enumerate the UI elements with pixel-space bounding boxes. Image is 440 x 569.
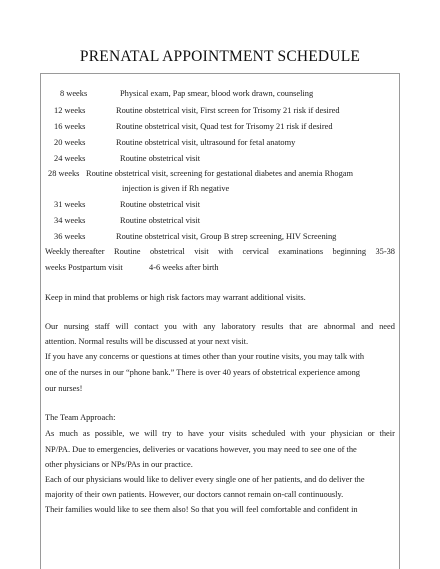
nursing-paragraph-line: If you have any concerns or questions at times other than your routine visits, you may talk with: [45, 352, 365, 361]
nursing-paragraph-line: our nurses!: [45, 384, 83, 393]
week-label: 20 weeks: [54, 138, 86, 147]
team-paragraph-line: Their families would like to see them also! So that you will feel comfortable and confident in: [45, 505, 358, 514]
nursing-paragraph-line: one of the nurses in our “phone bank.” There is over 40 years of obstetrical experience among: [45, 368, 360, 377]
page-title: PRENATAL APPOINTMENT SCHEDULE: [79, 48, 361, 65]
weekly-thereafter-line: Weekly thereafter Routine obstetrical visit with cervical examinations beginning 35-38: [45, 247, 395, 256]
team-paragraph-line: NP/PA. Due to emergencies, deliveries or vacations however, you may need to see one of the: [45, 445, 357, 454]
keep-in-mind-note: Keep in mind that problems or high risk factors may warrant additional visits.: [45, 293, 306, 302]
postpartum-label: weeks Postpartum visit: [45, 263, 123, 272]
week-desc: Routine obstetrical visit, Quad test for Trisomy 21 risk if desired: [116, 122, 333, 131]
week-desc: Routine obstetrical visit: [120, 216, 201, 225]
week-label: 31 weeks: [54, 200, 86, 209]
week-label: 24 weeks: [54, 154, 86, 163]
team-paragraph-line: other physicians or NPs/PAs in our practice.: [45, 460, 193, 469]
week-desc: Routine obstetrical visit, screening for gestational diabetes and anemia Rhogam: [86, 169, 353, 178]
week-desc: Routine obstetrical visit, First screen for Trisomy 21 risk if desired: [116, 106, 340, 115]
team-paragraph-line: majority of their own patients. However, our doctors cannot remain on-call continuously.: [45, 490, 344, 499]
week-desc: Physical exam, Pap smear, blood work drawn, counseling: [120, 89, 314, 98]
team-paragraph-line: As much as possible, we will try to have your visits scheduled with your physician or their: [45, 429, 395, 438]
week-desc: Routine obstetrical visit, Group B strep screening, HIV Screening: [116, 232, 337, 241]
nursing-paragraph-line: Our nursing staff will contact you with any laboratory results that are abnormal and need: [45, 322, 395, 331]
week-label: 36 weeks: [54, 232, 86, 241]
postpartum-desc: 4-6 weeks after birth: [149, 263, 219, 272]
week-label: 16 weeks: [54, 122, 86, 131]
team-approach-heading: The Team Approach:: [45, 413, 116, 422]
week-desc: Routine obstetrical visit: [120, 154, 201, 163]
week-desc: Routine obstetrical visit: [120, 200, 201, 209]
week-label: 28 weeks: [48, 169, 80, 178]
week-label: 8 weeks: [60, 89, 88, 98]
week-label: 12 weeks: [54, 106, 86, 115]
week-desc: Routine obstetrical visit, ultrasound for fetal anatomy: [116, 138, 296, 147]
team-paragraph-line: Each of our physicians would like to deliver every single one of her patients, and do deliver the: [45, 475, 365, 484]
week-label: 34 weeks: [54, 216, 86, 225]
week-desc-continued: injection is given if Rh negative: [122, 184, 230, 193]
nursing-paragraph-line: attention. Normal results will be discussed at your next visit.: [45, 337, 249, 346]
